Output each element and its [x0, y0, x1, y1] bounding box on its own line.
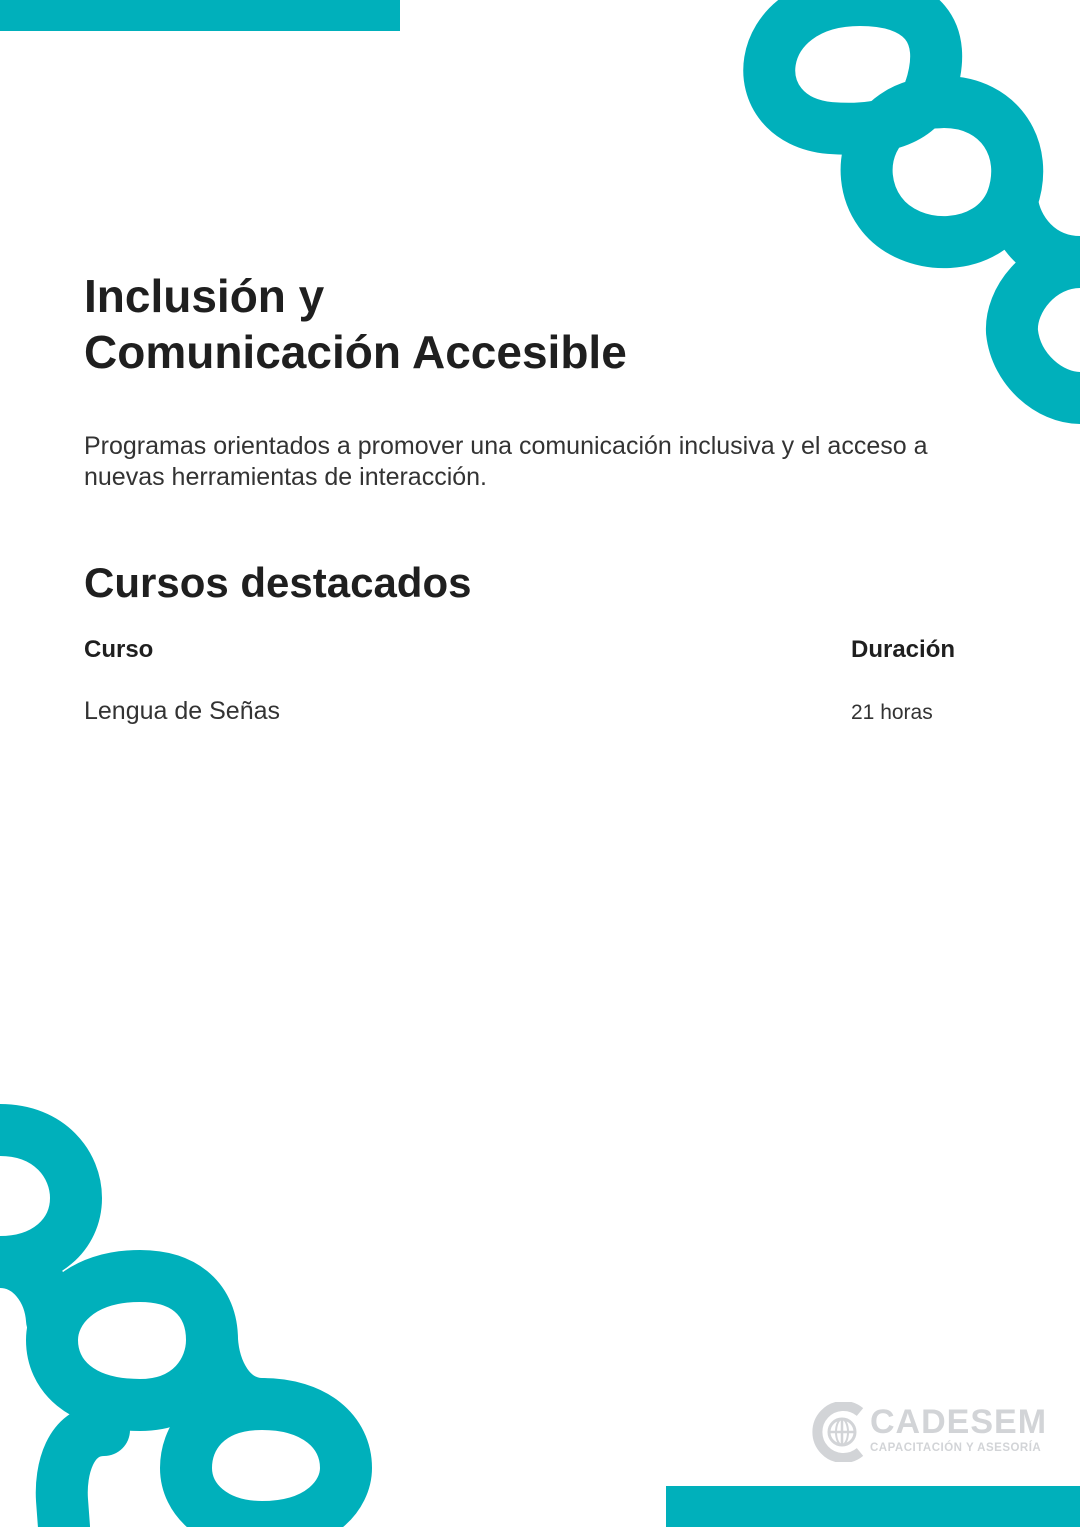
- logo-name: CADESEM: [870, 1403, 1048, 1441]
- page-title-line-1: Inclusión y: [84, 270, 325, 322]
- page-description: Programas orientados a promover una comunicación inclusiva y el acceso a nuevas herramientas de interacción.: [84, 432, 928, 491]
- wave-link-bottom-a: [0, 1262, 52, 1320]
- column-header-duration: Duración: [851, 636, 956, 663]
- company-logo: [812, 1402, 1052, 1462]
- wave-ring-bottom-4: [62, 1430, 104, 1527]
- wave-link-top-b: [1012, 200, 1080, 262]
- page-title-line-2: Comunicación Accesible: [84, 326, 627, 378]
- column-header-course: Curso: [84, 636, 154, 663]
- course-duration-cell: 21 horas: [851, 701, 933, 724]
- wave-link-top-a: [930, 90, 944, 102]
- courses-heading: Cursos destacados: [84, 559, 472, 606]
- logo-tagline: CAPACITACIÓN Y ASESORÍA: [870, 1442, 1042, 1454]
- wave-link-bottom-b: [212, 1340, 262, 1404]
- globe-c-logo-icon: [812, 1402, 868, 1462]
- course-name-cell: Lengua de Señas: [84, 697, 281, 725]
- page-title: [84, 268, 627, 380]
